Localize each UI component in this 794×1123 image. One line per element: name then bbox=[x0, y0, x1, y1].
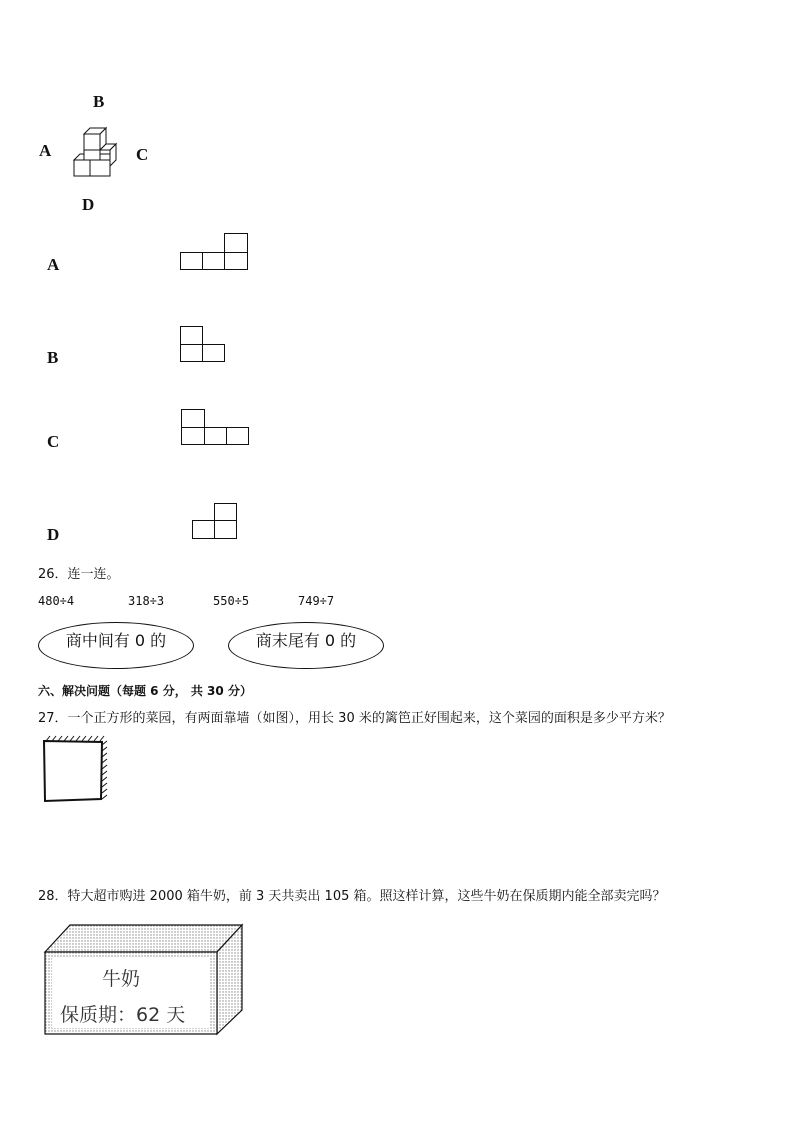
view-label-b: B bbox=[93, 92, 105, 111]
grid-square bbox=[214, 503, 237, 521]
expression: 550÷5 bbox=[213, 594, 250, 608]
question-26-title: 26．连一连。 bbox=[38, 567, 120, 582]
grid-square bbox=[192, 520, 215, 539]
milk-label: 牛奶 bbox=[102, 968, 141, 990]
grid-square bbox=[180, 252, 203, 270]
shelf-life-label: 保质期：62 天 bbox=[60, 1004, 186, 1026]
oval-label: 商末尾有 0 的 bbox=[255, 631, 357, 650]
grid-square bbox=[181, 409, 205, 428]
question-28-text: 28．特大超市购进 2000 箱牛奶，前 3 天共卖出 105 箱。照这样计算，这些牛奶在保质期内能全部卖完吗？ bbox=[38, 889, 666, 904]
option-label: D bbox=[47, 525, 60, 544]
view-label-d: D bbox=[82, 195, 95, 214]
grid-square bbox=[224, 233, 248, 253]
grid-square bbox=[214, 520, 237, 539]
grid-square bbox=[180, 344, 203, 362]
grid-square bbox=[181, 427, 205, 445]
oval-label: 商中间有 0 的 bbox=[65, 631, 167, 650]
expression: 749÷7 bbox=[298, 594, 335, 608]
grid-square bbox=[202, 344, 225, 362]
grid-square bbox=[202, 252, 225, 270]
garden-wall-diagram bbox=[40, 735, 112, 807]
grid-square bbox=[180, 326, 203, 345]
option-label: C bbox=[47, 432, 60, 451]
oval-middle-zero bbox=[38, 622, 194, 669]
grid-square bbox=[204, 427, 227, 445]
view-label-a: A bbox=[39, 141, 52, 160]
expression: 480÷4 bbox=[38, 594, 75, 608]
oval-end-zero bbox=[228, 622, 384, 669]
question-27-text: 27．一个正方形的菜园，有两面靠墙（如图），用长 30 米的篱笆正好围起来，这个菜园的面积是多少平方米？ bbox=[38, 711, 671, 726]
expression: 318÷3 bbox=[128, 594, 165, 608]
grid-square bbox=[224, 252, 248, 270]
cube-stack-drawing bbox=[70, 125, 122, 180]
grid-square bbox=[226, 427, 249, 445]
section-heading: 六、解决问题（每题 6 分， 共 30 分） bbox=[38, 684, 252, 698]
option-label: A bbox=[47, 255, 60, 274]
option-label: B bbox=[47, 348, 59, 367]
view-label-c: C bbox=[136, 145, 149, 164]
